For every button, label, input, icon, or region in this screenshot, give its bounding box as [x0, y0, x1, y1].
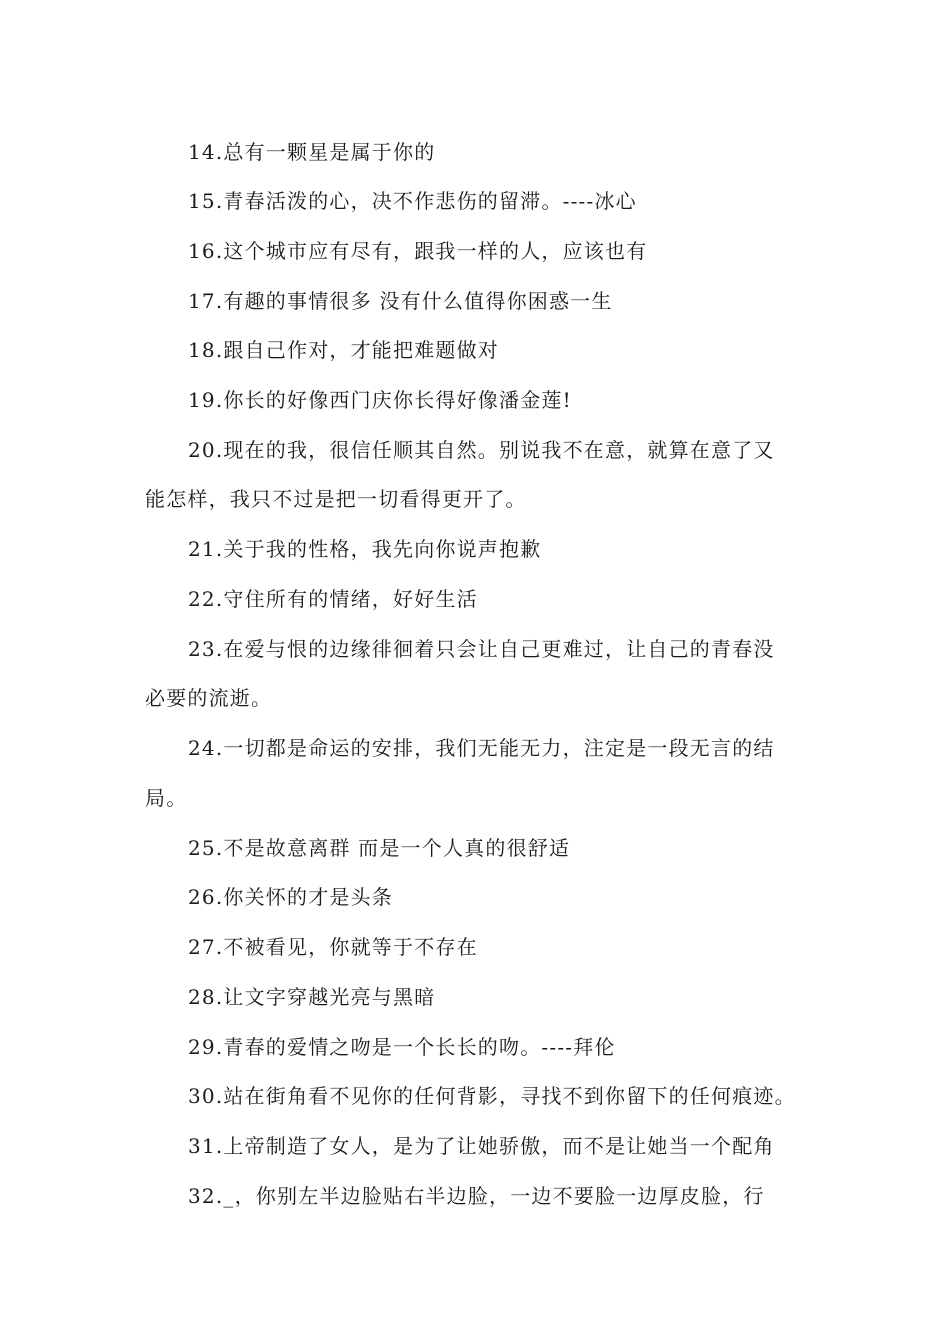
quote-15: 15.青春活泼的心，决不作悲伤的留滞。----冰心 [188, 189, 637, 213]
quote-26: 26.你关怀的才是头条 [188, 885, 394, 909]
quote-27: 27.不被看见，你就等于不存在 [188, 935, 478, 959]
quote-29: 29.青春的爱情之吻是一个长长的吻。----拜伦 [188, 1035, 616, 1059]
quote-23-continued: 必要的流逝。 [145, 686, 273, 710]
quote-17: 17.有趣的事情很多 没有什么值得你困惑一生 [188, 289, 613, 313]
quote-30: 30.站在街角看不见你的任何背影，寻找不到你留下的任何痕迹。 [188, 1084, 796, 1108]
quote-20: 20.现在的我，很信任顺其自然。别说我不在意，就算在意了又 [188, 438, 775, 462]
quote-28: 28.让文字穿越光亮与黑暗 [188, 985, 436, 1009]
quote-24-continued: 局。 [145, 786, 188, 810]
quote-19: 19.你长的好像西门庆你长得好像潘金莲! [188, 388, 572, 412]
quote-24: 24.一切都是命运的安排，我们无能无力，注定是一段无言的结 [188, 736, 775, 760]
quote-23: 23.在爱与恨的边缘徘徊着只会让自己更难过，让自己的青春没 [188, 637, 775, 661]
quote-16: 16.这个城市应有尽有，跟我一样的人，应该也有 [188, 239, 648, 263]
quote-14: 14.总有一颗星是属于你的 [188, 140, 436, 164]
quote-22: 22.守住所有的情绪，好好生活 [188, 587, 478, 611]
quote-21: 21.关于我的性格，我先向你说声抱歉 [188, 537, 542, 561]
quote-25: 25.不是故意离群 而是一个人真的很舒适 [188, 836, 571, 860]
quote-20-continued: 能怎样，我只不过是把一切看得更开了。 [145, 487, 527, 511]
quote-32: 32._，你别左半边脸贴右半边脸，一边不要脸一边厚皮脸，行 [188, 1184, 765, 1208]
quote-31: 31.上帝制造了女人，是为了让她骄傲，而不是让她当一个配角 [188, 1134, 775, 1158]
quote-18: 18.跟自己作对，才能把难题做对 [188, 338, 500, 362]
